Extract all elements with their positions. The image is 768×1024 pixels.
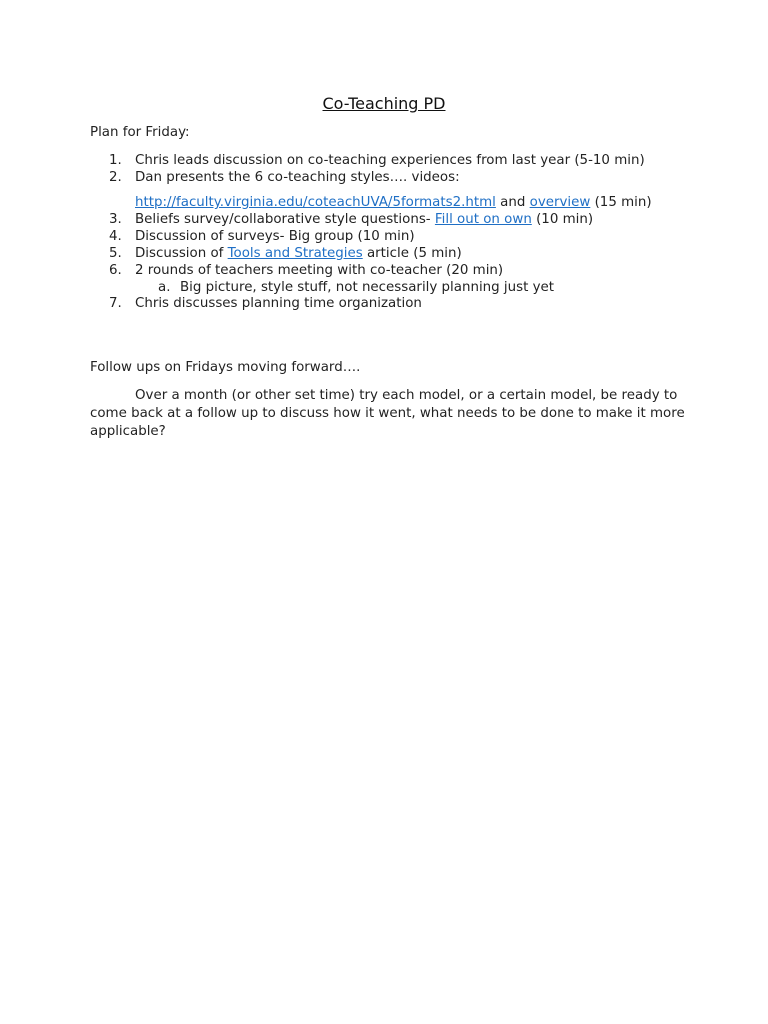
followups-paragraph: Over a month (or other set time) try each model, or a certain model, be ready to come back at a follow up to discuss how it went, what needs to be done to make it more applicable? <box>90 388 685 439</box>
list-number: 5. <box>109 246 122 261</box>
list-text: Beliefs survey/collaborative style questions- <box>135 212 435 227</box>
list-text: Chris discusses planning time organization <box>135 296 422 311</box>
list-number: 2. <box>109 170 122 185</box>
list-text: (10 min) <box>531 212 594 227</box>
formats-video-link[interactable]: http://faculty.virginia.edu/coteachUVA/5formats2.html <box>135 195 496 210</box>
sub-list-text: Big picture, style stuff, not necessarily planning just yet <box>180 280 555 295</box>
list-text: Discussion of surveys- Big group (10 min) <box>135 229 415 244</box>
list-number: 6. <box>109 263 122 278</box>
list-number: 7. <box>109 296 122 311</box>
overview-link[interactable]: overview <box>529 195 591 210</box>
document-title: Co-Teaching PD <box>322 94 446 113</box>
followups-heading: Follow ups on Fridays moving forward…. <box>90 360 361 375</box>
list-text: Dan presents the 6 co-teaching styles…. videos: <box>135 170 460 185</box>
list-text: Discussion of <box>135 246 228 261</box>
tools-and-strategies-link[interactable]: Tools and Strategies <box>227 246 363 261</box>
fill-out-on-own-link[interactable]: Fill out on own <box>434 212 532 227</box>
list-text: 2 rounds of teachers meeting with co-teacher (20 min) <box>135 263 504 278</box>
sub-list-letter: a. <box>158 280 171 295</box>
list-text: (15 min) <box>590 195 652 210</box>
list-number: 1. <box>109 153 122 168</box>
list-number: 3. <box>109 212 122 227</box>
list-number: 4. <box>109 229 122 244</box>
list-text: Chris leads discussion on co-teaching experiences from last year (5-10 min) <box>135 153 645 168</box>
list-text: article (5 min) <box>362 246 462 261</box>
plan-intro: Plan for Friday: <box>90 125 190 140</box>
list-text: and <box>495 195 530 210</box>
